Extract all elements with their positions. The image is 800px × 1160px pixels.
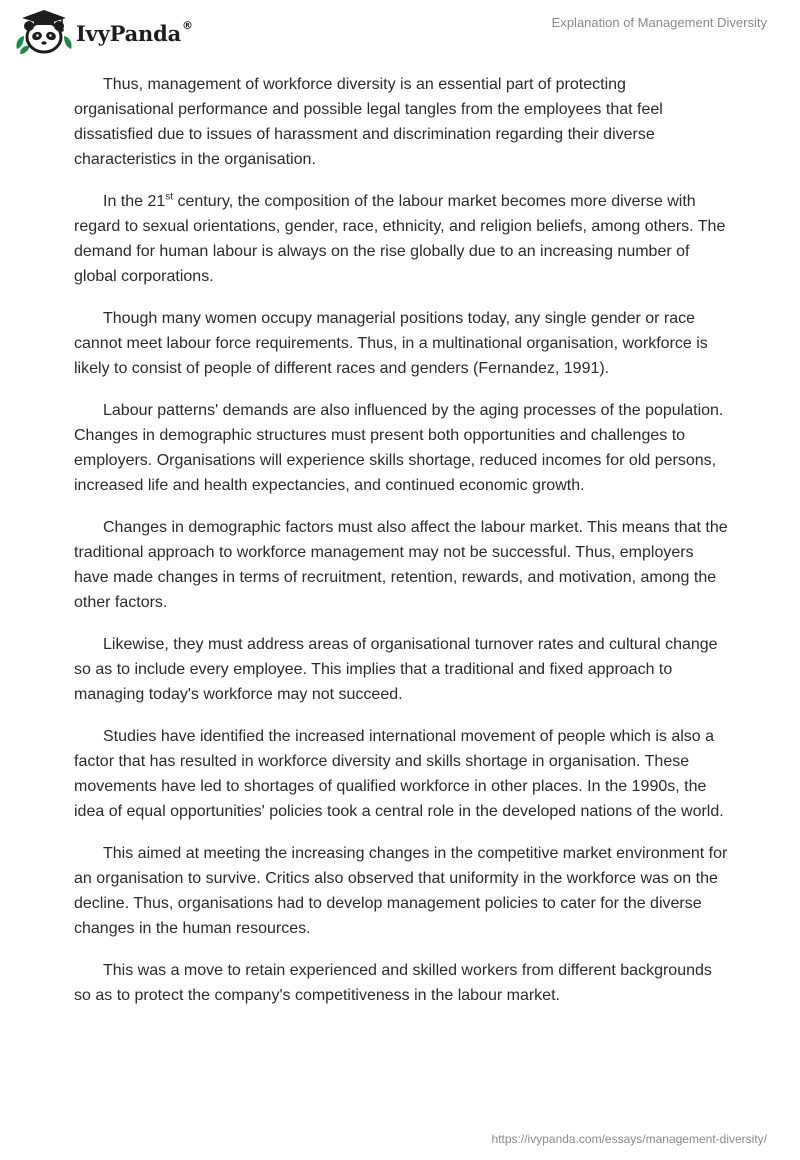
paragraph-8: This aimed at meeting the increasing changes in the competitive market environment for an organisation to survive. Critics also observed that uniformity in the workforce was on the decline. Thus, organisations had to develop management policies to cater for the diverse changes in the human resources. bbox=[74, 845, 728, 937]
paragraph-5: Changes in demographic factors must also affect the labour market. This means that the traditional approach to workforce management may not be successful. Thus, employers have made changes in terms of recruitment, retention, rewards, and motivation, among the other factors. bbox=[74, 519, 728, 611]
brand-name: IvyPanda® bbox=[76, 18, 193, 46]
source-url[interactable]: https://ivypanda.com/essays/management-diversity/ bbox=[491, 1132, 767, 1146]
document-title: Explanation of Management Diversity bbox=[551, 15, 767, 30]
ivypanda-logo[interactable] bbox=[14, 7, 193, 57]
page-header bbox=[0, 0, 800, 70]
paragraph-1: Thus, management of workforce diversity is an essential part of protecting organisational performance and possible legal tangles from the employees that feel dissatisfied due to issues of harassment and discrimination regarding their diverse characteristics in the organisation. bbox=[74, 76, 663, 168]
registered-mark: ® bbox=[182, 18, 193, 32]
ordinal-superscript: st bbox=[165, 191, 174, 203]
paragraph-3: Though many women occupy managerial positions today, any single gender or race cannot meet labour force requirements. Thus, in a multinational organisation, workforce is likely to consist of people of different races and genders (Fernandez, 1991). bbox=[74, 310, 708, 377]
panda-graduate-icon bbox=[14, 7, 74, 57]
paragraph-4: Labour patterns' demands are also influenced by the aging processes of the population. Changes in demographic structures must present both opportunities and challenges to employers. Organisations will experience skills shortage, reduced incomes for old persons, increased life and health expectancies, and continued economic growth. bbox=[74, 402, 724, 494]
essay-body bbox=[74, 72, 729, 1025]
paragraph-2: In the 21st century, the composition of the labour market becomes more diverse with regard to sexual orientations, gender, race, ethnicity, and religion beliefs, among others. The demand for human labour is always on the rise globally due to an increasing number of global corporations. bbox=[74, 191, 726, 285]
paragraph-9: This was a move to retain experienced and skilled workers from different backgrounds so as to protect the company's competitiveness in the labour market. bbox=[74, 962, 712, 1004]
paragraph-7: Studies have identified the increased international movement of people which is also a factor that has resulted in workforce diversity and skills shortage in organisation. These movements have led to shortages of qualified workforce in other places. In the 1990s, the idea of equal opportunities' policies took a central role in the developed nations of the world. bbox=[74, 728, 724, 820]
paragraph-6: Likewise, they must address areas of organisational turnover rates and cultural change so as to include every employee. This implies that a traditional and fixed approach to managing today's workforce may not succeed. bbox=[74, 636, 718, 703]
